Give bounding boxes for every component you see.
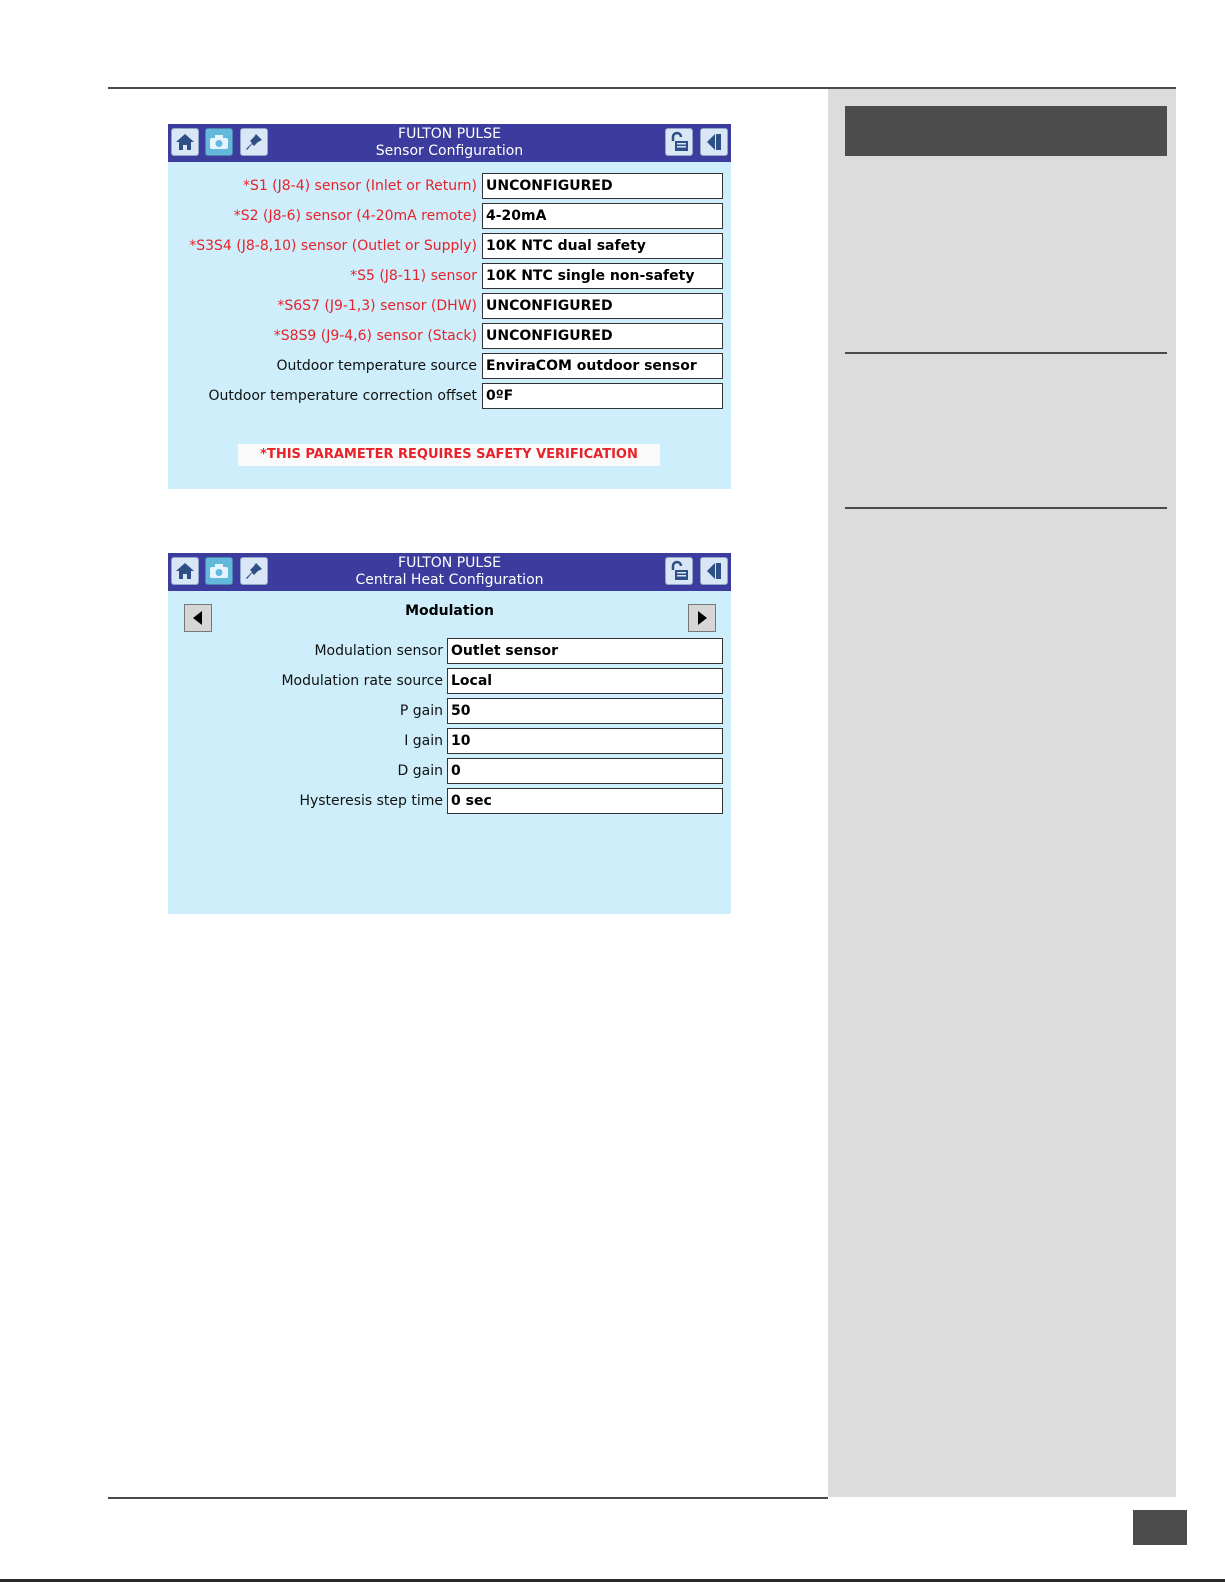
field-hysteresis-step-time[interactable]: 0 sec [447, 788, 723, 814]
field-i-gain[interactable]: 10 [447, 728, 723, 754]
sensor-configuration-screen [168, 124, 731, 489]
lock-icon[interactable] [665, 128, 693, 156]
row-label-s1: *S1 (J8-4) sensor (Inlet or Return) [242, 178, 477, 194]
right-arrow-icon [694, 610, 710, 626]
page-number-box [1133, 1510, 1187, 1545]
field-modulation-sensor[interactable]: Outlet sensor [447, 638, 723, 664]
sidebar-header-block [845, 106, 1167, 156]
row-label-s3s4: *S3S4 (J8-8,10) sensor (Outlet or Supply) [189, 238, 477, 254]
back-icon[interactable] [700, 557, 728, 585]
row-label-p-gain: P gain [399, 703, 443, 719]
lock-icon[interactable] [665, 557, 693, 585]
field-s8s9-sensor[interactable]: UNCONFIGURED [482, 323, 723, 349]
field-s5-sensor[interactable]: 10K NTC single non-safety [482, 263, 723, 289]
row-label-s2: *S2 (J8-6) sensor (4-20mA remote) [233, 208, 477, 224]
title-line-2: Central Heat Configuration [355, 572, 544, 588]
title-bar [168, 553, 731, 591]
field-s6s7-sensor[interactable]: UNCONFIGURED [482, 293, 723, 319]
footer-rule [108, 1497, 828, 1499]
sidebar-divider [845, 352, 1167, 354]
screen-title [168, 555, 731, 589]
title-line-1: FULTON PULSE [398, 555, 501, 571]
row-label-s6s7: *S6S7 (J9-1,3) sensor (DHW) [277, 298, 477, 314]
row-label-s5: *S5 (J8-11) sensor [350, 268, 477, 284]
next-section-button[interactable] [688, 604, 716, 632]
safety-verification-warning: *THIS PARAMETER REQUIRES SAFETY VERIFICATION [238, 444, 660, 466]
field-s3s4-sensor[interactable]: 10K NTC dual safety [482, 233, 723, 259]
field-d-gain[interactable]: 0 [447, 758, 723, 784]
row-label-d-gain: D gain [397, 763, 443, 779]
field-s1-sensor[interactable]: UNCONFIGURED [482, 173, 723, 199]
field-outdoor-temp-offset[interactable]: 0ºF [482, 383, 723, 409]
row-label-i-gain: I gain [404, 733, 443, 749]
title-line-2: Sensor Configuration [375, 143, 524, 159]
field-modulation-rate-source[interactable]: Local [447, 668, 723, 694]
sidebar-panel [828, 89, 1176, 1497]
section-title: Modulation [405, 603, 494, 619]
row-label-modulation-sensor: Modulation sensor [314, 643, 443, 659]
title-bar [168, 124, 731, 162]
row-label-s8s9: *S8S9 (J9-4,6) sensor (Stack) [273, 328, 477, 344]
field-p-gain[interactable]: 50 [447, 698, 723, 724]
sidebar-divider [845, 507, 1167, 509]
row-label-hysteresis-step-time: Hysteresis step time [299, 793, 443, 809]
row-label-outdoor-source: Outdoor temperature source [276, 358, 477, 374]
screen-title [168, 126, 731, 160]
row-label-outdoor-offset: Outdoor temperature correction offset [208, 388, 477, 404]
title-line-1: FULTON PULSE [398, 126, 501, 142]
page-bottom-rule [0, 1579, 1225, 1582]
field-outdoor-temp-source[interactable]: EnviraCOM outdoor sensor [482, 353, 723, 379]
field-s2-sensor[interactable]: 4-20mA [482, 203, 723, 229]
row-label-modulation-rate-source: Modulation rate source [281, 673, 443, 689]
central-heat-configuration-screen [168, 553, 731, 914]
back-icon[interactable] [700, 128, 728, 156]
